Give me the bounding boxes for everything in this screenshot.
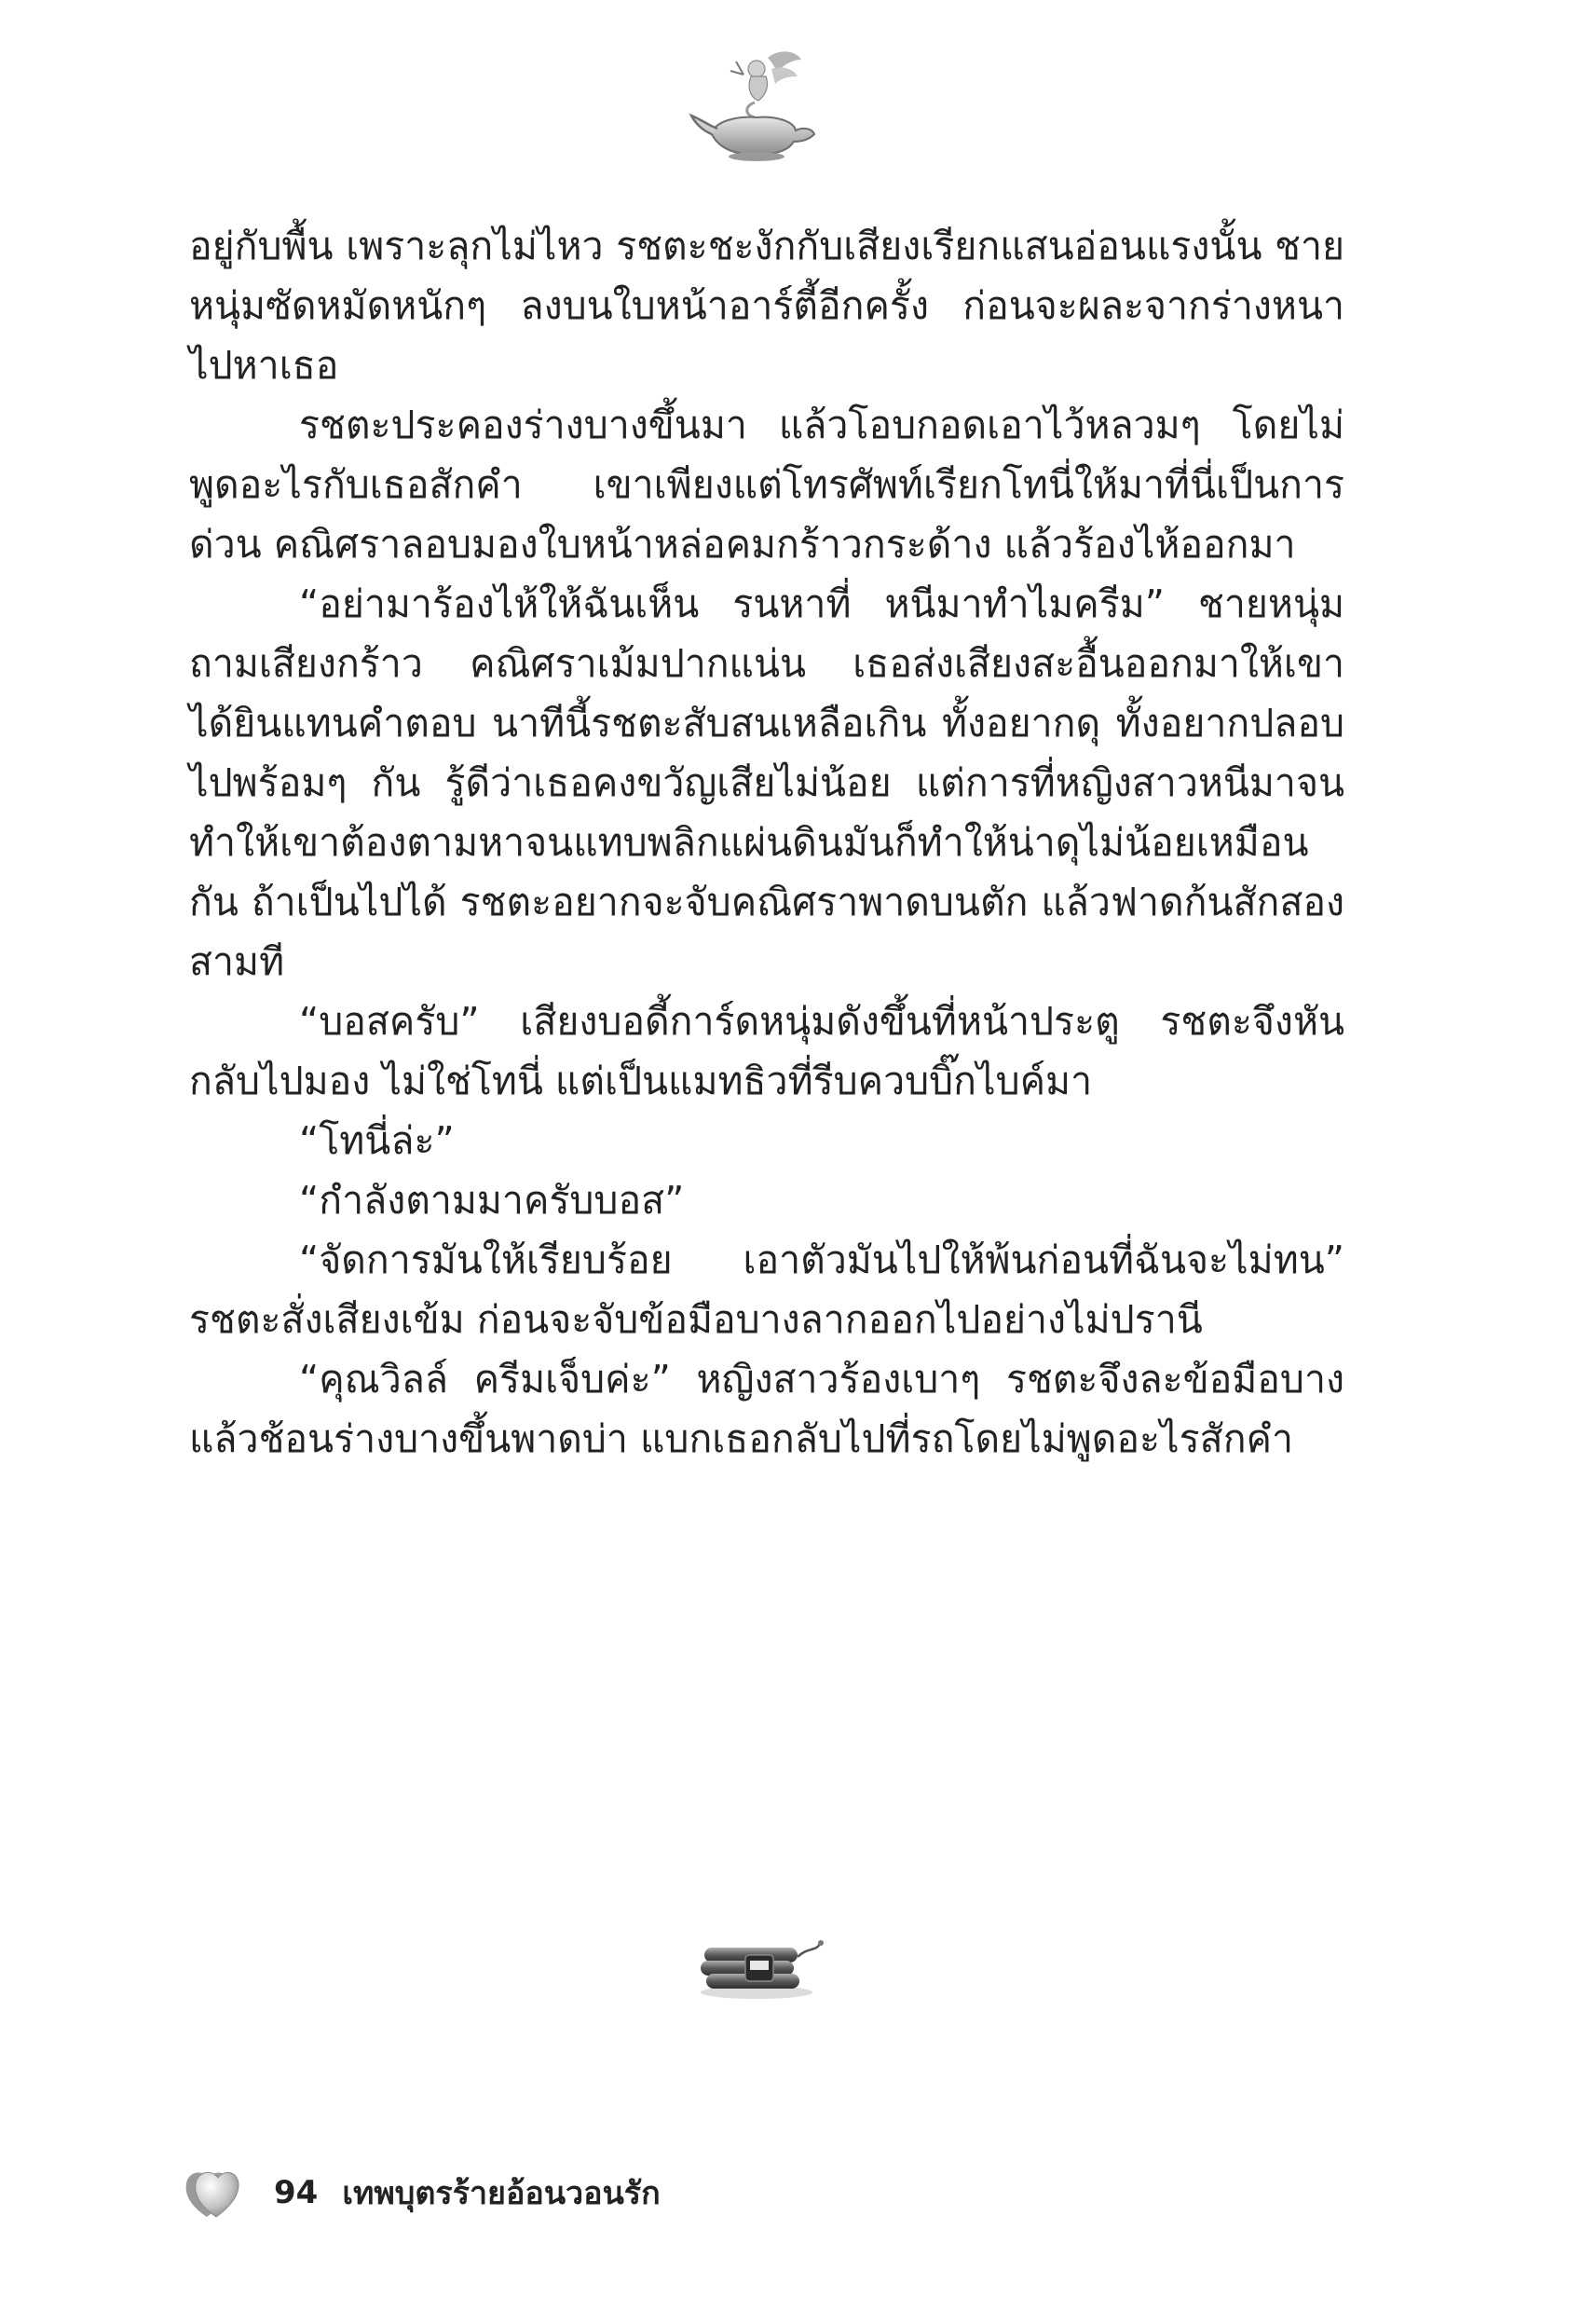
page-number: 94 — [274, 2174, 319, 2211]
paragraph: “คุณวิลล์ ครีมเจ็บค่ะ” หญิงสาวร้องเบาๆ รชตะจึงละข้อมือบางแล้วช้อนร่างบางขึ้นพาดบ่า แบกเธอกลับไปที่รถโดยไม่พูดอะไรสักคำ — [189, 1357, 1344, 1461]
paragraph: “บอสครับ” เสียงบอดี้การ์ดหนุ่มดังขึ้นที่หน้าประตู รชตะจึงหันกลับไปมอง ไม่ใช่โทนี่ แต่เป็นแมทธิวที่รีบควบบิ๊กไบค์มา — [189, 999, 1344, 1103]
dynamite-bundle-icon — [691, 1935, 831, 2002]
paragraph: “กำลังตามมาครับบอส” — [299, 1178, 685, 1223]
paragraph: “อย่ามาร้องไห้ให้ฉันเห็น รนหาที่ หนีมาทำไมครีม” ชายหนุ่มถามเสียงกร้าว คณิศราเม้มปากแน่น เธอส่งเสียงสะอื้นออกมาให้เขาได้ยินแทนคำตอบ นาทีนี้รชตะสับสนเหลือเกิน ทั้งอยากดุ ทั้งอยากปลอบไปพร้อมๆ กัน รู้ดีว่าเธอคงขวัญเสียไม่น้อย แต่การที่หญิงสาวหนีมาจนทำให้เขาต้องตามหาจนแทบพลิกแผ่นดินมันก็ทำให้น่าดุไม่น้อยเหมือนกัน ถ้าเป็นไปได้ รชตะอยากจะจับคณิศราพาดบนตัก แล้วฟาดก้นสักสองสามที — [189, 581, 1344, 984]
cupid-genie-lamp-icon — [686, 48, 825, 162]
paragraph: “จัดการมันให้เรียบร้อย เอาตัวมันไปให้พ้นก่อนที่ฉันจะไม่ทน” รชตะสั่งเสียงเข้ม ก่อนจะจับข้อมือบางลากออกไปอย่างไม่ปรานี — [189, 1238, 1344, 1342]
paragraph: รชตะประคองร่างบางขึ้นมา แล้วโอบกอดเอาไว้หลวมๆ โดยไม่พูดอะไรกับเธอสักคำ เขาเพียงแต่โทรศัพท์เรียกโทนี่ให้มาที่นี่เป็นการด่วน คณิศราลอบมองใบหน้าหล่อคมกร้าวกระด้าง แล้วร้องไห้ออกมา — [189, 403, 1344, 567]
paragraph: “โทนี่ล่ะ” — [299, 1118, 455, 1163]
book-title: เทพบุตรร้ายอ้อนวอนรัก — [342, 2175, 661, 2212]
chapter-body-text — [189, 216, 1344, 1469]
page-footer — [183, 2160, 661, 2225]
paragraph: อยู่กับพื้น เพราะลุกไม่ไหว รชตะชะงักกับเสียงเรียกแสนอ่อนแรงนั้น ชายหนุ่มซัดหมัดหนักๆ ลงบนใบหน้าอาร์ตี้อีกครั้ง ก่อนจะผละจากร่างหนาไปหาเธอ — [189, 224, 1344, 388]
heart-icon — [183, 2165, 246, 2221]
